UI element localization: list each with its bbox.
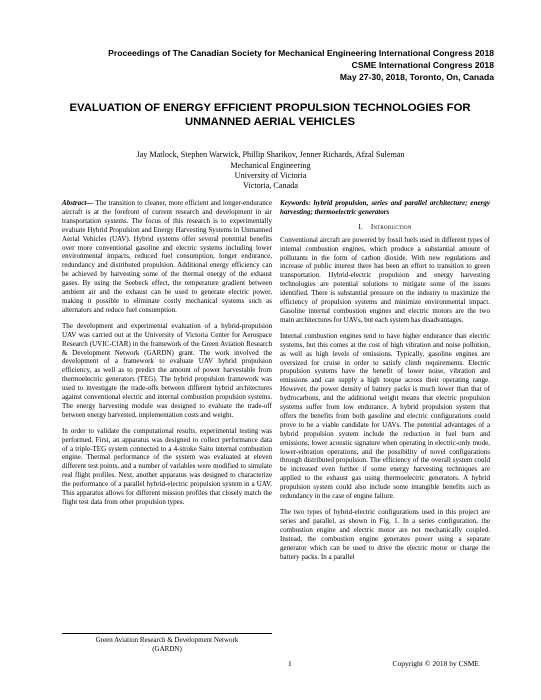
keywords-label: Keywords:: [280, 199, 311, 207]
author-block: [40, 150, 501, 191]
abstract-paragraph-3: In order to validate the computational results, experimental testing was performed. First, an apparatus was designed to collect performance data of a triple-TEG system connected to a 4-stroke Saito internal combustion engine. Thermal performance of the system was evaluated at eleven different test points, and a number of variables were modified to simulate real flight profiles. Next, another apparatus was designed to characterize the performance of a parallel hybrid-electric propulsion system in a UAV. This apparatus allows for different mission profiles that closely match the flight test data from other propulsion types.: [62, 426, 272, 506]
header-dates: May 27-30, 2018, Toronto, On, Canada: [339, 72, 494, 83]
conference-header: [34, 47, 494, 84]
title-line-1: EVALUATION OF ENERGY EFFICIENT PROPULSION TECHNOLOGIES FOR: [69, 102, 471, 114]
footnote-line-1: Green Aviation Research & Development Network: [95, 636, 239, 644]
author-location: Victoria, Canada: [243, 181, 298, 190]
abstract-dash: —: [86, 199, 96, 207]
right-column: [280, 199, 490, 568]
abstract-text-1: The transition to cleaner, more efficient and longer-endurance aircraft is at the forefront of current research and development in air transportation systems. The focus of this research is to experimentally evaluate Hybrid Propulsion and Energy Harvesting Systems in Unmanned Aerial Vehicles (UAV). Hybrid systems offer several potential benefits over more conventional gasoline and electric systems including lower environmental impacts, reduced fuel consumption, longer endurance, redundancy and distributed propulsion. Additional energy efficiency can be achieved by harvesting some of the thermal energy of the exhaust gases. By using the Seebeck effect, the temperature gradient between ambient air and the exhaust can be used to generate electric power, making it possible to eliminate costly mechanical systems such as alternators and reduce fuel consumption.: [62, 199, 272, 314]
section-number: I.: [358, 222, 363, 231]
abstract-label: Abstract: [62, 199, 87, 207]
section-heading-introduction: [280, 223, 490, 232]
page-number: 1: [288, 659, 292, 668]
abstract-paragraph-1: [62, 199, 272, 315]
paper-title: [50, 101, 490, 129]
intro-paragraph-3: The two types of hybrid-electric configurations used in this project are series and parallel, as shown in Fig. 1. In a series configuration, the combustion engine and electric motor are not mechanically coupled. Instead, the combustion engine generates power using a separate generator which can be used to drive the electric motor or charge the battery packs. In a parallel: [280, 508, 490, 561]
keywords: [280, 199, 490, 217]
header-congress: CSME International Congress 2018: [351, 60, 494, 71]
footnote-line-2: (GARDN): [152, 645, 182, 653]
footnote: [62, 636, 272, 654]
intro-paragraph-2: Internal combustion engines tend to have higher endurance than electric systems, but this comes at the cost of high vibration and noise pollution, as well as high levels of emissions. Typically, gasoline engines are oversized for cruise in order to satisfy climb requirements. Electric propulsion systems have the benefit of lower noise, vibration and emissions and can supply a high torque across their operating range. However, the power density of battery packs is much lower than that of hydrocarbons, and the additional weight means that electric propulsion systems suffer from low endurance. A hybrid propulsion system that offers the benefits from both gasoline and electric configurations could prove to be a viable candidate for UAVs. The potential advantages of a hybrid propulsion system include the reduction in fuel burn and emissions, lower acoustic signature when operating in electric-only mode, lower-vibration operations, and the possibility of novel configurations through distributed propulsion. The efficiency of the overall system could be increased even further if some energy harvesting techniques are applied to the exhaust gas using thermoelectric generators. A hybrid propulsion system could also include some intangible benefits such as redundancy in the case of engine failure.: [280, 331, 490, 501]
title-line-2: UNMANNED AERIAL VEHICLES: [184, 116, 356, 128]
header-proceedings: Proceedings of The Canadian Society for Mechanical Engineering International Congress 2018: [108, 48, 494, 58]
author-names: Jay Matlock, Stephen Warwick, Phillip Sharikov, Jenner Richards, Afzal Suleman: [136, 150, 405, 159]
section-title: Introduction: [370, 222, 412, 231]
copyright-notice: Copyright © 2018 by CSME: [392, 659, 479, 668]
author-university: University of Victoria: [234, 171, 307, 180]
footnote-divider: [62, 633, 272, 634]
abstract-paragraph-2: The development and experimental evaluation of a hybrid-propulsion UAV was carried out at the University of Victoria Center for Aerospace Research (UVIC-CfAR) in the framework of the Green Aviation Research & Development Network (GARDN) grant. The work involved the development of a framework to evaluate UAV hybrid propulsion efficiency, as well as to predict the amount of power harvestable from thermoelectric generators (TEG). The hybrid propulsion framework was used to investigate the trade-offs between different hybrid architectures against conventional electric and internal combustion propulsion systems. The energy harvesting module was designed to evaluate the trade-off between energy harvested, implementation costs and weight.: [62, 321, 272, 419]
author-department: Mechanical Engineering: [230, 161, 311, 170]
keywords-text: hybrid propulsion, series and parallel architecture; energy harvesting; thermoelectric generators: [280, 199, 491, 216]
left-column: [62, 199, 272, 514]
intro-paragraph-1: Conventional aircraft are powered by fossil fuels used in different types of internal combustion engines, which produce a substantial amount of pollutants in the form of carbon dioxide. With new regulations and increase of public interest there has been an effort to transition to green transportation. Hybrid-electric propulsion and energy harvesting technologies are potential solutions to mitigate some of the issues identified. There is substantial pressure on the industry to maximize the efficiency of propulsion systems and minimize environmental impact. Gasoline internal combustion engines and electric motors are the two main architectures for UAVs, but each system has disadvantages.: [280, 235, 490, 324]
